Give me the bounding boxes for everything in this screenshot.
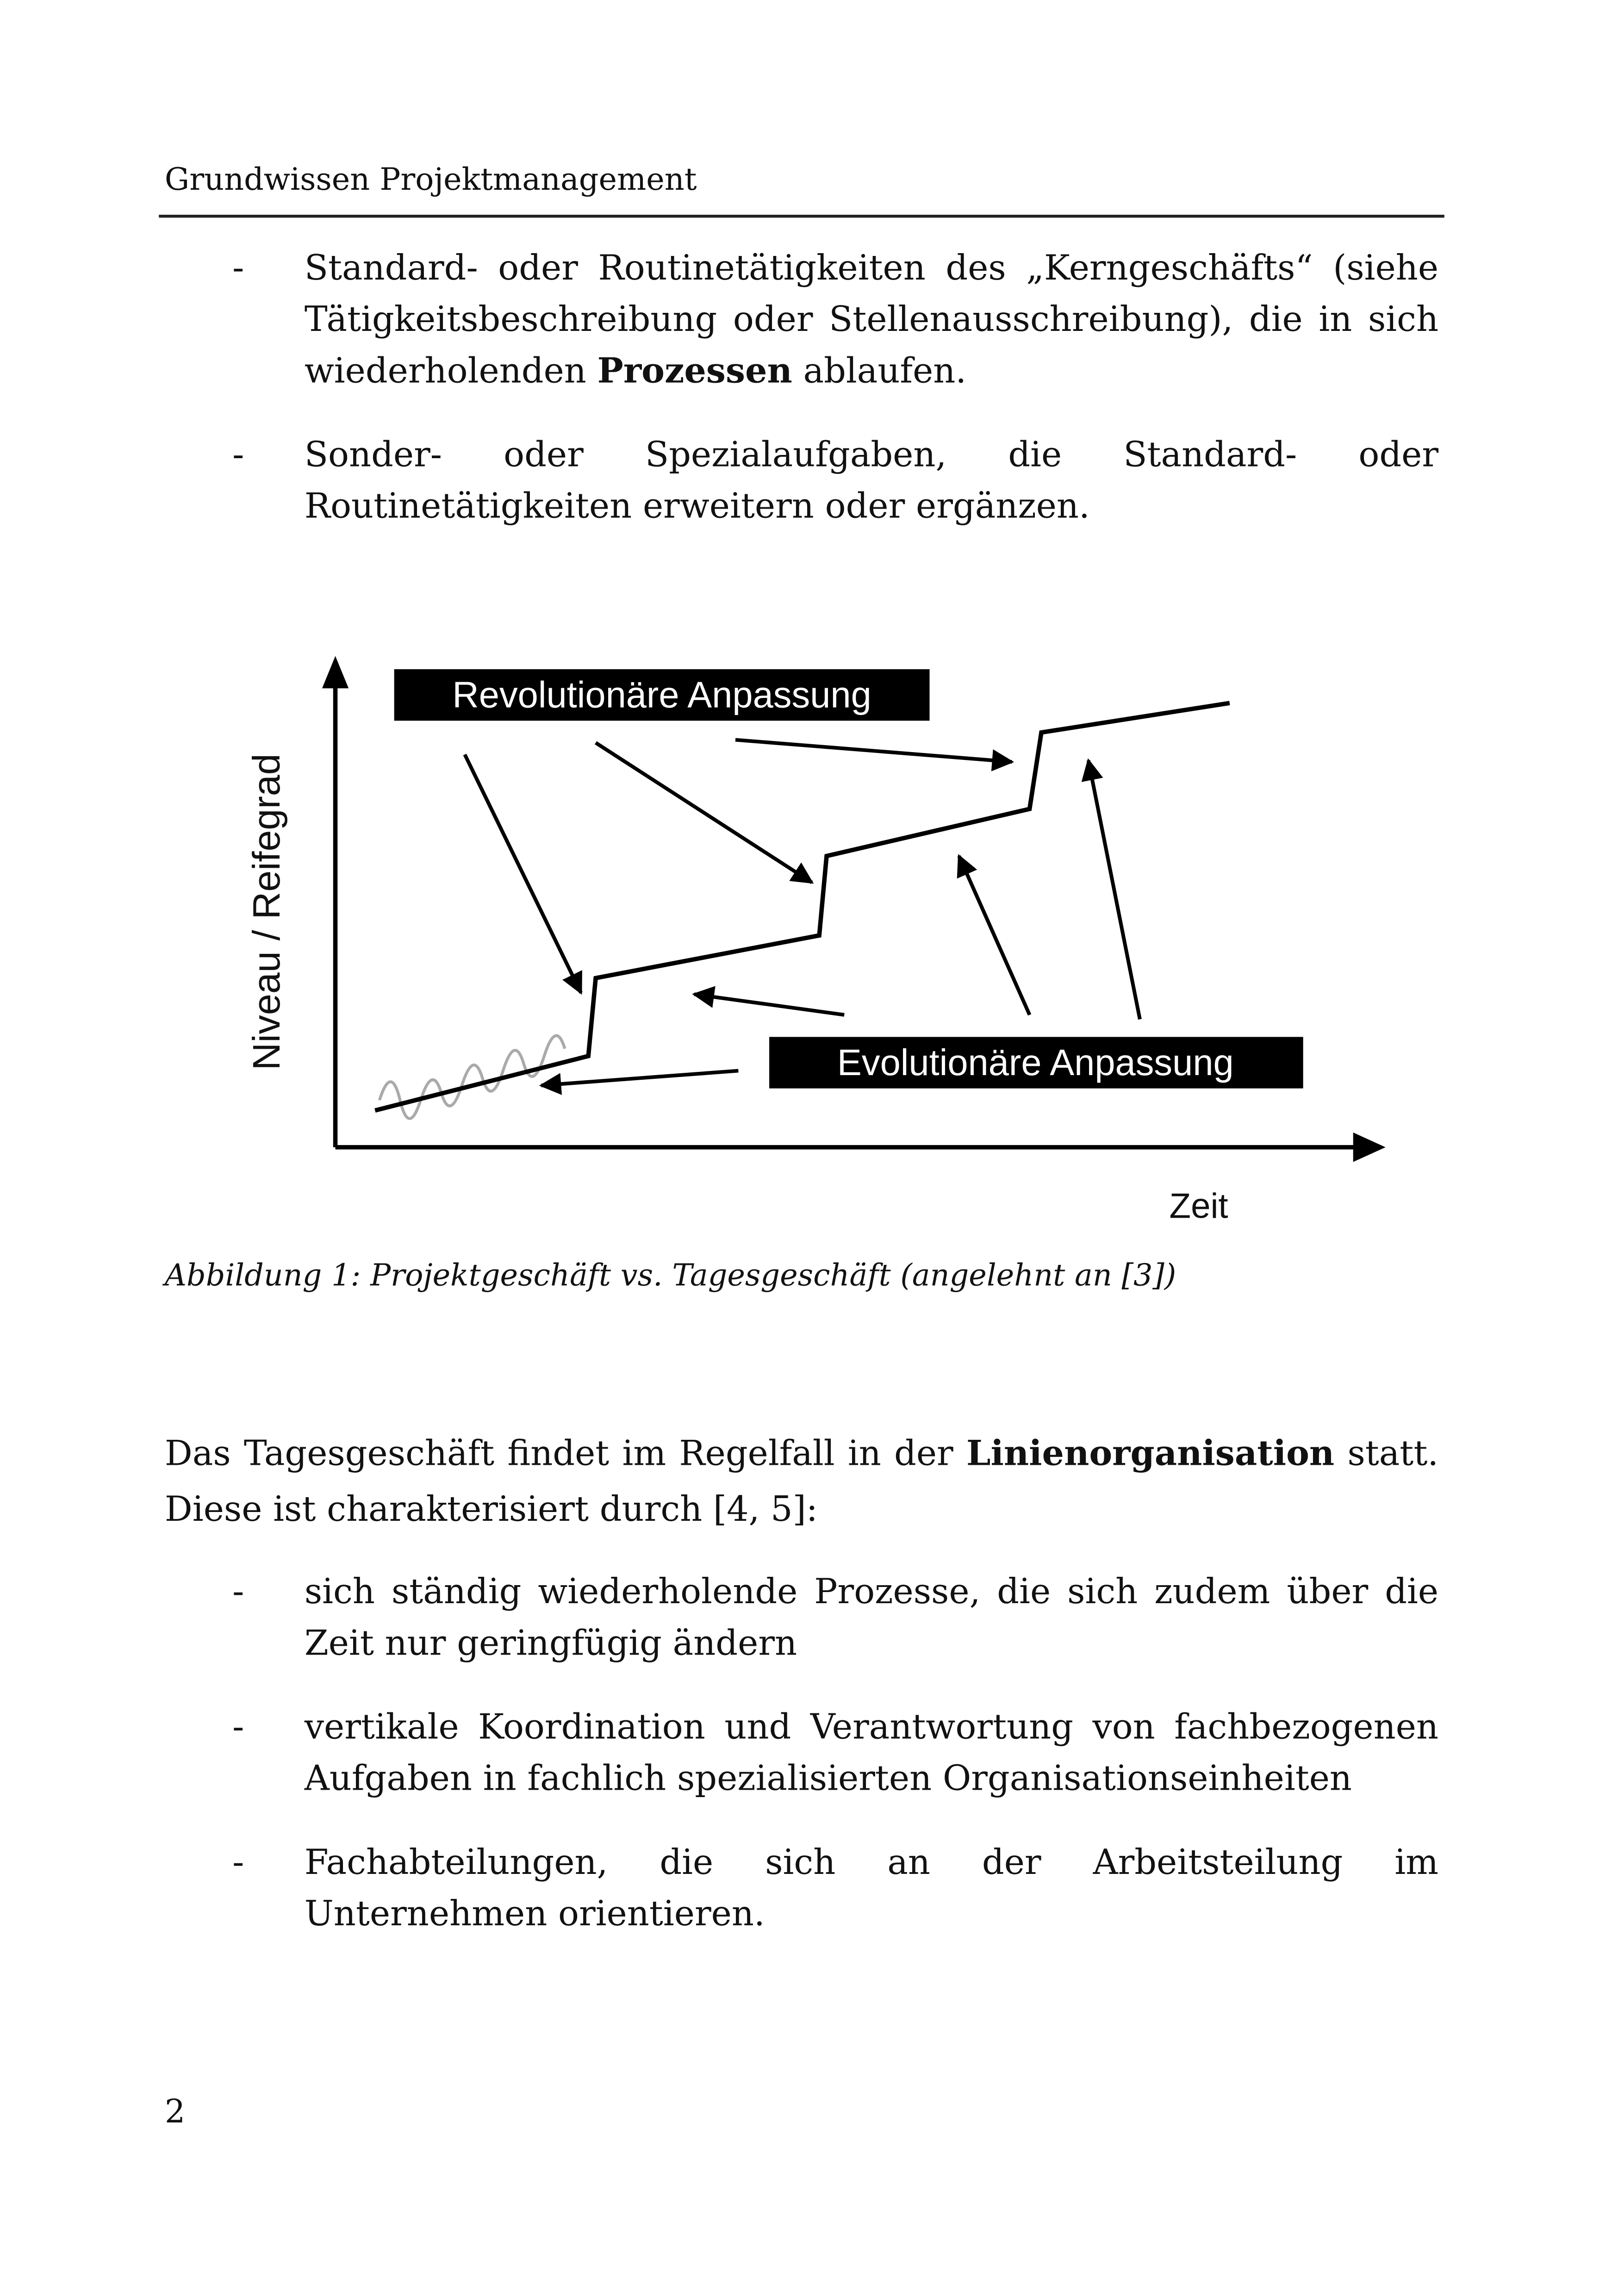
bullet-dash: - xyxy=(232,1571,244,1612)
body-paragraph xyxy=(165,1425,1438,1537)
running-header: Grundwissen Projektmanagement xyxy=(164,162,697,197)
evolution-label: Evolutionäre Anpassung xyxy=(837,1042,1234,1083)
bullet-dash: - xyxy=(232,434,244,475)
bullet-item: vertikale Koordination und Verantwortung von fachbezogenen Aufgaben in fachlich spezialisierten Organisationseinheiten xyxy=(304,1706,1439,1799)
bold-term: Prozessen xyxy=(597,350,792,392)
y-axis-arrowhead xyxy=(322,656,348,688)
text: Das Tagesgeschäft findet im Regelfall in der xyxy=(164,1432,966,1474)
revolution-label: Revolutionäre Anpassung xyxy=(452,674,871,716)
arrow xyxy=(1089,760,1140,1019)
bullet-dash: - xyxy=(232,247,244,288)
text: statt. Diese ist charakterisiert durch [4, 5]: xyxy=(164,1432,1439,1530)
bullet-dash: - xyxy=(232,1706,244,1748)
figure-caption: Abbildung 1: Projektgeschäft vs. Tagesgeschäft (angelehnt an [3]) xyxy=(164,1257,1176,1293)
arrows xyxy=(465,740,1140,1086)
daily-fluctuation-wave xyxy=(380,1036,565,1119)
text: Standard- oder Routinetätigkeiten des „Kerngeschäfts“ (siehe Tätigkeitsbeschreibung oder Stellenausschreibung), die in sich wiederholenden xyxy=(304,247,1439,392)
y-axis-label: Niveau / Reifegrad xyxy=(244,753,288,1070)
arrow xyxy=(694,994,844,1014)
arrow xyxy=(541,1071,739,1086)
bullet-item: Fachabteilungen, die sich an der Arbeitsteilung im Unternehmen orientieren. xyxy=(304,1841,1439,1935)
bold-term: Linienorganisation xyxy=(966,1432,1335,1474)
page-number: 2 xyxy=(164,2094,186,2131)
x-axis-label: Zeit xyxy=(1169,1186,1228,1226)
bullet-item: sich ständig wiederholende Prozesse, die sich zudem über die Zeit nur geringfügig ändern xyxy=(304,1571,1439,1664)
bullet-dash: - xyxy=(232,1841,244,1883)
x-axis-arrowhead xyxy=(1353,1132,1386,1162)
arrow xyxy=(465,754,581,993)
arrow xyxy=(735,740,1012,762)
bullet-item: Sonder- oder Spezialaufgaben, die Standard- oder Routinetätigkeiten erweitern oder ergänzen. xyxy=(304,434,1439,527)
arrow xyxy=(596,743,812,883)
text: ablaufen. xyxy=(792,350,967,392)
arrow xyxy=(959,856,1030,1015)
